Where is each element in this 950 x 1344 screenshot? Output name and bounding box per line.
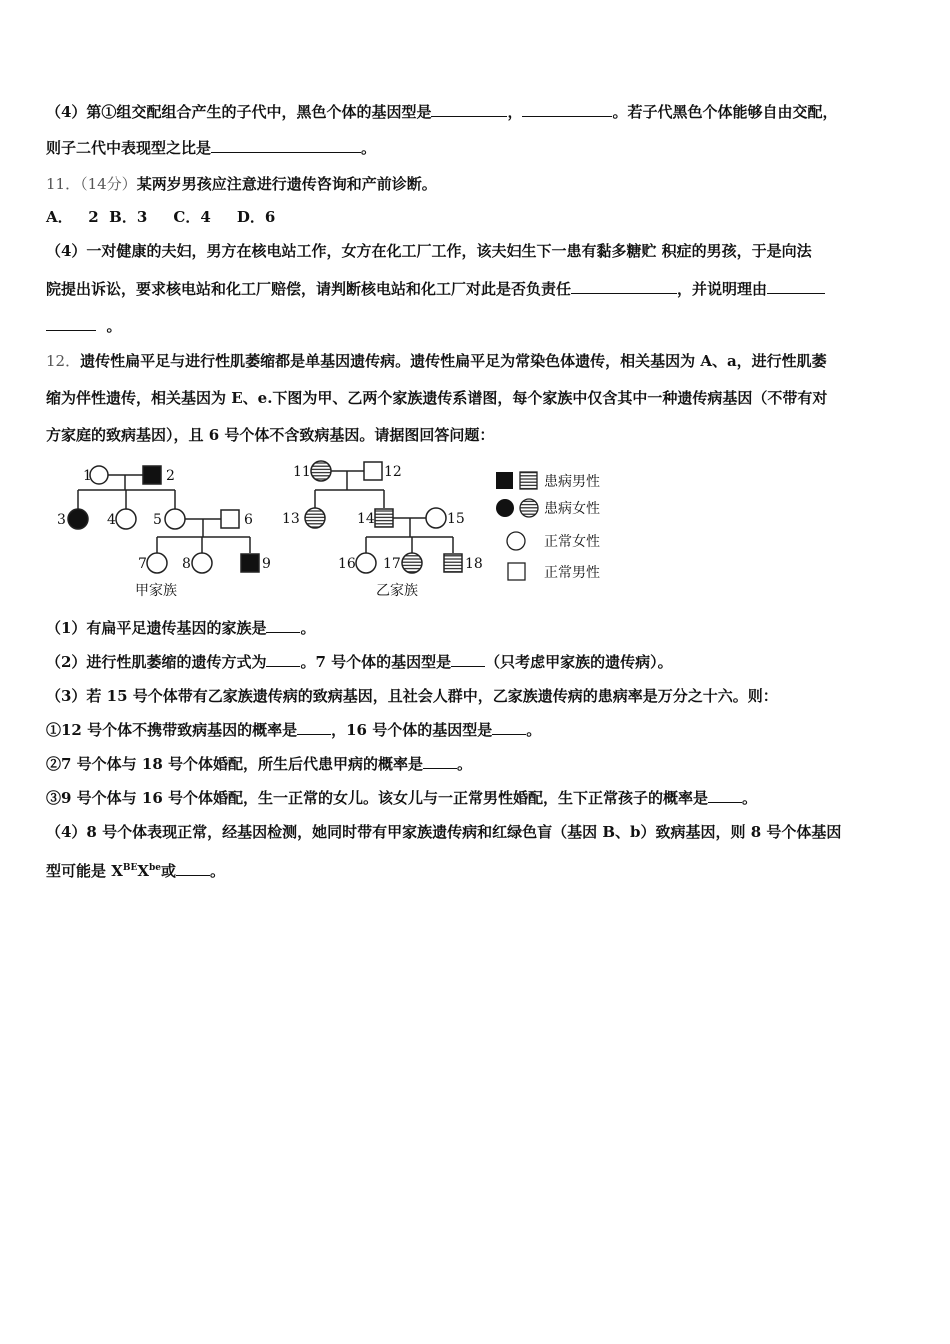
- q12-text: 。: [456, 755, 472, 773]
- superscript: be: [148, 863, 162, 873]
- individual-11: [311, 461, 331, 481]
- legend-normal-male: 正常男性: [544, 565, 600, 581]
- q12-part3-2: [46, 754, 906, 774]
- q12-text: ，16 号个体的基因型是: [331, 721, 493, 739]
- legend-normal-female: 正常女性: [544, 534, 600, 550]
- label-8: 8: [182, 556, 191, 572]
- family-b-label: 乙家族: [376, 583, 418, 599]
- label-18: 18: [465, 556, 483, 572]
- q12-text: （1）有扁平足遗传基因的家族是: [46, 619, 267, 637]
- q12-text: ③9 号个体与 16 号个体婚配，生一正常的女儿。该女儿与一正常男性婚配，生下正常孩子的概率是: [46, 789, 708, 807]
- individual-4: [116, 509, 136, 529]
- answer-blank[interactable]: [492, 720, 526, 735]
- q11-part4-line1: [46, 241, 906, 261]
- q12-text: 方家庭的致病基因），且 6 号个体不含致病基因。请据图回答问题：: [46, 426, 495, 444]
- q12-stem-line3: [46, 425, 906, 445]
- individual-8: [192, 553, 212, 573]
- q12-part3: [46, 686, 906, 706]
- q12-text: （只考虑甲家族的遗传病）。: [485, 653, 673, 671]
- label-9: 9: [262, 556, 271, 572]
- q12-part2: [46, 652, 906, 672]
- legend-affected-male: 患病男性: [544, 474, 600, 490]
- q11-text: 院提出诉讼，要求核电站和化工厂赔偿，请判断核电站和化工厂对此是否负责任: [46, 280, 572, 298]
- label-15: 15: [447, 511, 465, 527]
- individual-14: [375, 509, 393, 527]
- individual-1: [90, 466, 108, 484]
- q12-text: 型可能是 X: [46, 862, 123, 880]
- answer-blank[interactable]: [176, 861, 210, 876]
- q12-text: 。: [741, 789, 757, 807]
- individual-17: [402, 553, 422, 573]
- q10-text: 。若子代黑色个体能够自由交配，: [612, 103, 838, 121]
- answer-blank[interactable]: [266, 618, 300, 633]
- q10-text: 则子二代中表现型之比是: [46, 139, 212, 157]
- q10-text: 。: [361, 139, 377, 157]
- q12-text: （4）8 号个体表现正常，经基因检测，她同时带有甲家族遗传病和红绿色盲（基因 B、b）致病基因，则 8 号个体基因: [46, 823, 842, 841]
- label-12: 12: [384, 464, 402, 480]
- label-5: 5: [153, 512, 162, 528]
- individual-6: [221, 510, 239, 528]
- q12-part3-3: [46, 788, 906, 808]
- q12-text: 缩为伴性遗传，相关基因为 E、e.下图为甲、乙两个家族遗传系谱图，每个家族中仅含其中一种遗传病基因（不带有对: [46, 389, 828, 407]
- q12-part3-1: [46, 720, 906, 740]
- individual-2: [143, 466, 161, 484]
- label-11: 11: [293, 464, 311, 480]
- label-13: 13: [282, 511, 300, 527]
- individual-7: [147, 553, 167, 573]
- q12-text: 或: [161, 862, 177, 880]
- individual-5: [165, 509, 185, 529]
- answer-blank[interactable]: [767, 279, 825, 294]
- question-number: 12．: [46, 352, 81, 370]
- family-b-numbers: [282, 464, 483, 599]
- q11-part4-line2: [46, 279, 906, 299]
- label-14: 14: [357, 511, 375, 527]
- q12-text: 遗传性扁平足与进行性肌萎缩都是单基因遗传病。遗传性扁平足为常染色体遗传，相关基因为 A、a，进行性肌萎: [80, 352, 827, 370]
- options-text: A． 2 B．3 C．4 D．6: [46, 208, 276, 226]
- q11-stem: [46, 174, 906, 194]
- question-number: 11．: [46, 175, 81, 193]
- family-a: [68, 466, 259, 573]
- q11-options: [46, 207, 906, 227]
- label-17: 17: [383, 556, 401, 572]
- answer-blank[interactable]: [571, 279, 677, 294]
- individual-12: [364, 462, 382, 480]
- answer-blank[interactable]: [423, 754, 457, 769]
- answer-blank[interactable]: [266, 652, 300, 667]
- answer-blank[interactable]: [211, 138, 361, 153]
- pedigree-legend: [496, 472, 600, 581]
- q11-text: ，并说明理由: [677, 280, 768, 298]
- label-3: 3: [57, 512, 66, 528]
- label-4: 4: [107, 512, 116, 528]
- q12-text: 。: [526, 721, 542, 739]
- q11-text: 。: [96, 317, 122, 335]
- q12-text: ①12 号个体不携带致病基因的概率是: [46, 721, 298, 739]
- individual-9: [241, 554, 259, 572]
- q10-part4-line1: [46, 102, 906, 122]
- label-2: 2: [166, 468, 175, 484]
- q10-part4-line2: [46, 138, 906, 158]
- family-a-numbers: [57, 468, 271, 599]
- label-6: 6: [244, 512, 253, 528]
- q11-text: （4）一对健康的夫妇，男方在核电站工作，女方在化工厂工作，该夫妇生下一患有黏多糖贮 积症的男孩，于是向法: [46, 242, 812, 260]
- q12-text: 。: [210, 862, 226, 880]
- q12-text: （3）若 15 号个体带有乙家族遗传病的致病基因，且社会人群中，乙家族遗传病的患病率是万分之十六。则：: [46, 687, 778, 705]
- answer-blank[interactable]: [46, 316, 96, 331]
- q12-text: X: [137, 862, 149, 880]
- answer-blank[interactable]: [708, 788, 742, 803]
- q11-part4-line3: [46, 316, 906, 336]
- q12-text: 。7 号个体的基因型是: [300, 653, 452, 671]
- q12-part1: [46, 618, 906, 638]
- answer-blank[interactable]: [522, 102, 612, 117]
- individual-3: [68, 509, 88, 529]
- label-16: 16: [338, 556, 356, 572]
- q12-text: ②7 号个体与 18 号个体婚配，所生后代患甲病的概率是: [46, 755, 423, 773]
- q11-stem-text: 某两岁男孩应注意进行遗传咨询和产前诊断。: [136, 175, 437, 193]
- q12-part4-line1: [46, 822, 906, 842]
- individual-13: [305, 508, 325, 528]
- q10-text: ，: [507, 103, 523, 121]
- answer-blank[interactable]: [451, 652, 485, 667]
- q12-stem-line1: [46, 351, 906, 371]
- q12-text: 。: [300, 619, 316, 637]
- individual-15: [426, 508, 446, 528]
- superscript: BE: [122, 863, 138, 873]
- answer-blank[interactable]: [297, 720, 331, 735]
- individual-18: [444, 554, 462, 572]
- pedigree-figure: [50, 455, 620, 605]
- answer-blank[interactable]: [431, 102, 507, 117]
- question-score: （14分）: [80, 175, 137, 193]
- label-7: 7: [138, 556, 147, 572]
- legend-affected-female: 患病女性: [544, 501, 600, 517]
- label-1: 1: [83, 468, 92, 484]
- q12-part4-line2: [46, 858, 906, 881]
- q12-stem-line2: [46, 388, 906, 408]
- individual-16: [356, 553, 376, 573]
- family-a-label: 甲家族: [135, 583, 177, 599]
- q10-text: （4）第①组交配组合产生的子代中，黑色个体的基因型是: [46, 103, 432, 121]
- q12-text: （2）进行性肌萎缩的遗传方式为: [46, 653, 267, 671]
